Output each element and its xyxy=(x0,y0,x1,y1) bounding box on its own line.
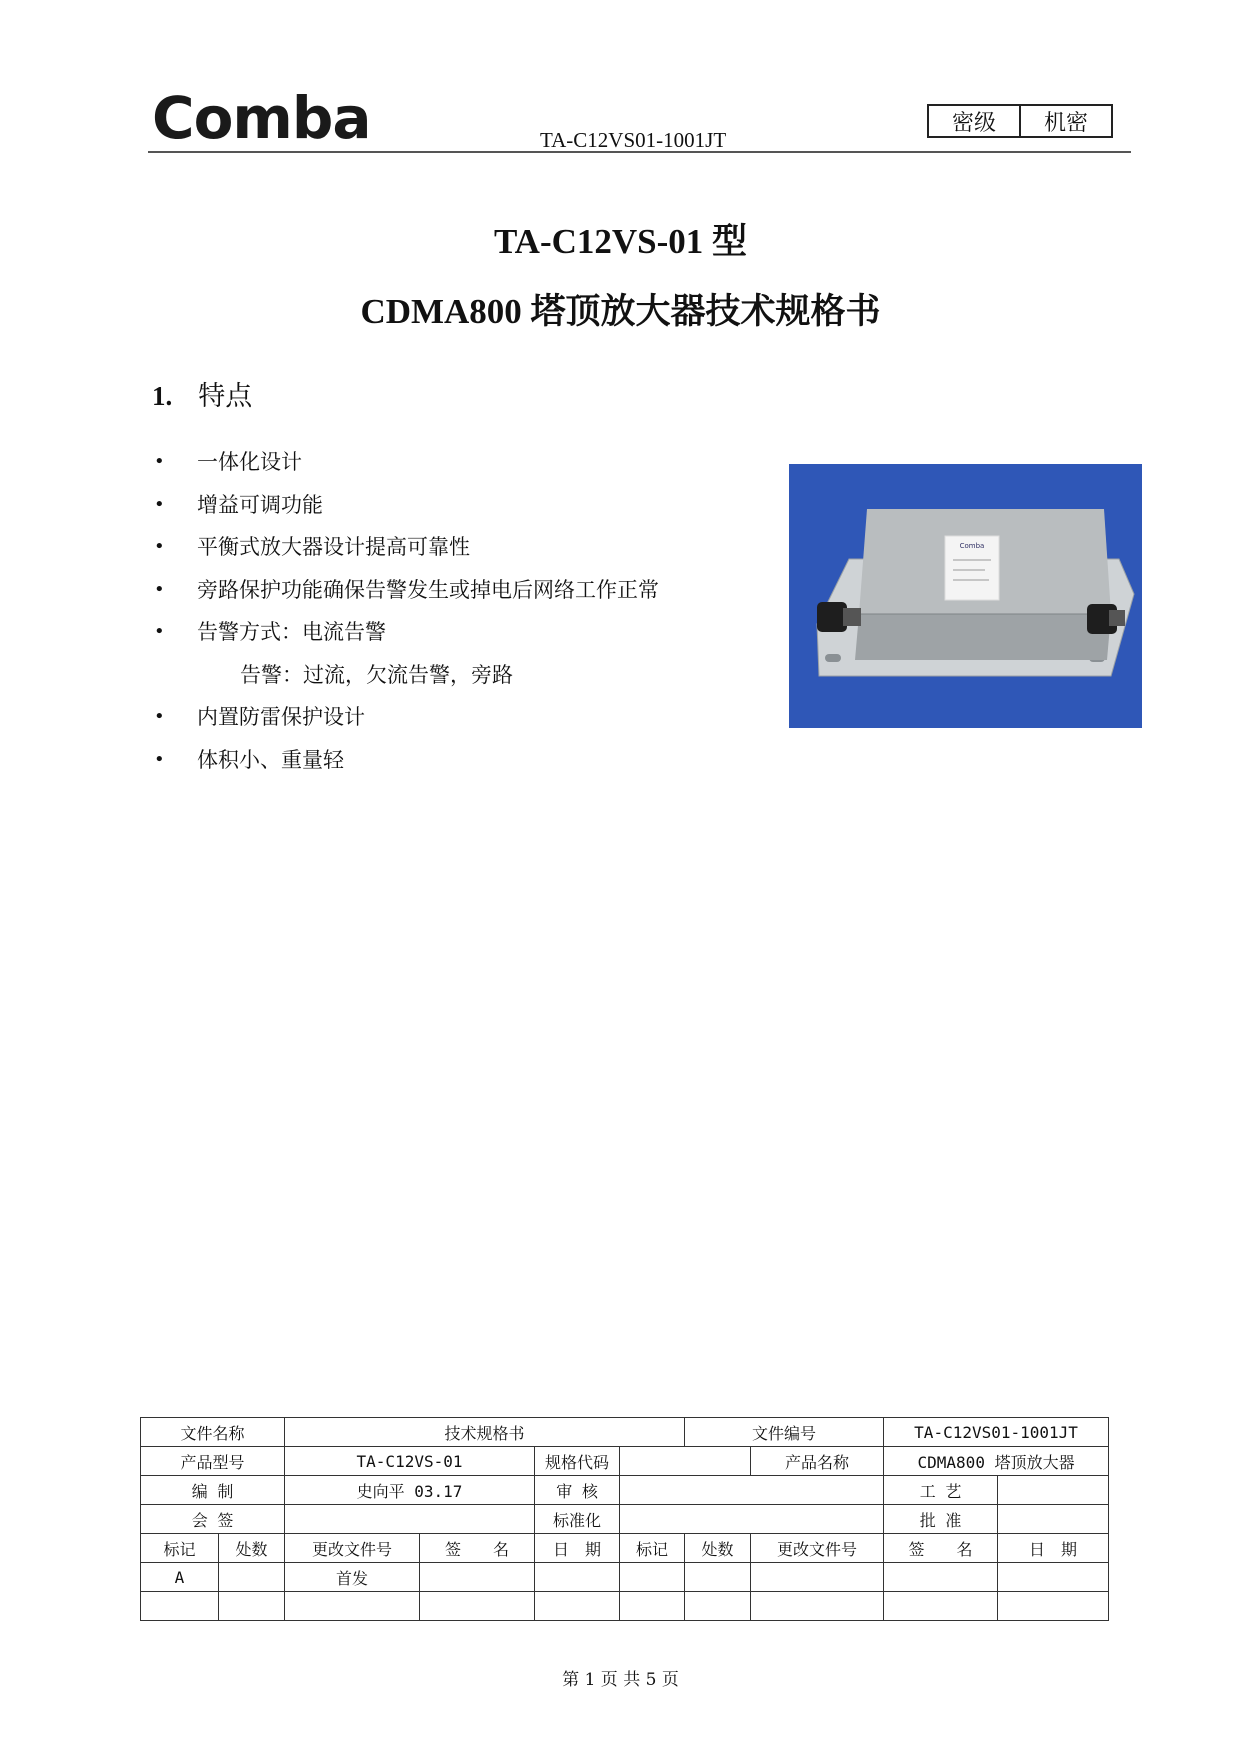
product-name-value: CDMA800 塔顶放大器 xyxy=(884,1447,1109,1476)
file-number-value: TA-C12VS01-1001JT xyxy=(884,1418,1109,1447)
bullet-icon: • xyxy=(154,493,165,515)
table-row xyxy=(141,1418,1109,1447)
col-change-doc: 更改文件号 xyxy=(285,1534,420,1563)
document-title-main: CDMA800 塔顶放大器技术规格书 xyxy=(360,292,881,331)
col-signature: 签 名 xyxy=(884,1534,998,1563)
section-heading-features xyxy=(152,380,252,413)
bullet-icon: • xyxy=(154,578,165,600)
col-count: 处数 xyxy=(685,1534,751,1563)
product-name-label: 产品名称 xyxy=(751,1447,884,1476)
section-number: 1. xyxy=(152,381,173,411)
bullet-icon: • xyxy=(154,536,165,557)
approve-value xyxy=(998,1505,1109,1534)
col-date: 日 期 xyxy=(535,1534,620,1563)
file-name-value: 技术规格书 xyxy=(285,1418,685,1447)
document-control-table xyxy=(140,1417,1109,1621)
company-logo: Comba xyxy=(152,84,371,152)
file-number-label: 文件编号 xyxy=(685,1418,884,1447)
prepared-by-label: 编 制 xyxy=(141,1476,285,1505)
table-row xyxy=(141,1476,1109,1505)
col-mark: 标记 xyxy=(141,1534,219,1563)
table-row xyxy=(141,1505,1109,1534)
col-count: 处数 xyxy=(219,1534,285,1563)
security-label: 密级 xyxy=(951,110,996,136)
section-title: 特点 xyxy=(198,381,253,412)
approve-label: 批 准 xyxy=(884,1505,998,1534)
bullet-icon: • xyxy=(154,706,165,727)
prepared-by-value: 史向平 03.17 xyxy=(285,1476,535,1505)
countersign-value xyxy=(285,1505,535,1534)
header-doc-code: TA-C12VS01-1001JT xyxy=(540,128,727,152)
review-label: 审 核 xyxy=(535,1476,620,1505)
revision-row: A 首发 xyxy=(141,1563,1109,1592)
page-number: 第 1 页 共 5 页 xyxy=(562,1670,679,1690)
header-divider xyxy=(148,151,1131,153)
amplifier-device-illustration xyxy=(789,464,1142,728)
craft-label: 工 艺 xyxy=(884,1476,998,1505)
product-model-value: TA-C12VS-01 xyxy=(285,1447,535,1476)
standardization-value xyxy=(620,1505,884,1534)
revision-row xyxy=(141,1592,1109,1621)
spec-code-label: 规格代码 xyxy=(535,1447,620,1476)
craft-value xyxy=(998,1476,1109,1505)
standardization-label: 标准化 xyxy=(535,1505,620,1534)
review-value xyxy=(620,1476,884,1505)
file-name-label: 文件名称 xyxy=(141,1418,285,1447)
spec-code-value xyxy=(620,1447,751,1476)
photo-label-brand: Comba xyxy=(959,542,985,550)
security-value: 机密 xyxy=(1019,106,1111,136)
security-level-box xyxy=(927,104,1113,138)
col-change-doc: 更改文件号 xyxy=(751,1534,884,1563)
col-signature: 签 名 xyxy=(420,1534,535,1563)
countersign-label: 会 签 xyxy=(141,1505,285,1534)
document-title-model: TA-C12VS-01 型 xyxy=(493,222,748,261)
product-photo xyxy=(789,464,1142,728)
bullet-icon: • xyxy=(154,748,165,770)
col-date: 日 期 xyxy=(998,1534,1109,1563)
col-mark: 标记 xyxy=(620,1534,685,1563)
bullet-icon: • xyxy=(154,451,165,472)
revision-header-row xyxy=(141,1534,1109,1563)
product-model-label: 产品型号 xyxy=(141,1447,285,1476)
table-row xyxy=(141,1447,1109,1476)
bullet-icon: • xyxy=(154,621,165,642)
